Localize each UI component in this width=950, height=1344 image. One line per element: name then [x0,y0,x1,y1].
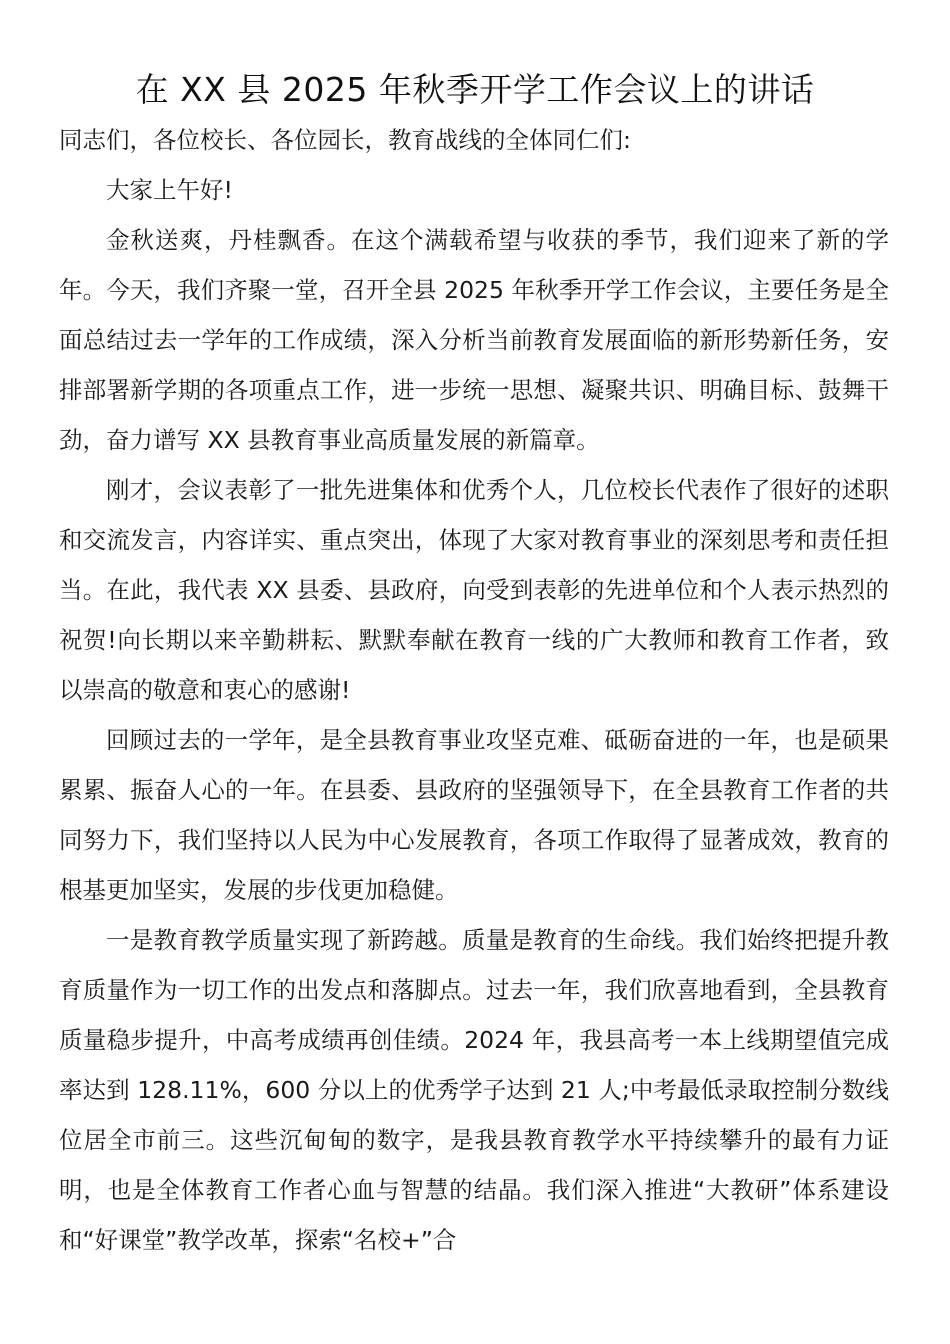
opening-paragraph: 金秋送爽，丹桂飘香。在这个满载希望与收获的季节，我们迎来了新的学年。今天，我们齐聚一堂，召开全县 2025 年秋季开学工作会议，主要任务是全面总结过去一学年的工作成绩，深入分析当前教育发展面临的新形势新任务，安排部署新学期的各项重点工作，进一步统一思想、凝聚共识、明确目标、鼓舞干劲，奋力谱写 XX 县教育事业高质量发展的新篇章。 [59,226,889,454]
quality-paragraph: 一是教育教学质量实现了新跨越。质量是教育的生命线。我们始终把提升教育质量作为一切工作的出发点和落脚点。过去一年，我们欣喜地看到，全县教育质量稳步提升，中高考成绩再创佳绩。2024 年，我县高考一本上线期望值完成率达到 128.11%，600 分以上的优秀学子达到 21 人;中考最低录取控制分数线位居全市前三。这些沉甸甸的数字，是我县教育教学水平持续攀升的最有力证明，也是全体教育工作者心血与智慧的结晶。我们深入推进“大教研”体系建设和“好课堂”教学改革，探索“名校+”合 [59,926,889,1254]
commendation-paragraph: 刚才，会议表彰了一批先进集体和优秀个人，几位校长代表作了很好的述职和交流发言，内容详实、重点突出，体现了大家对教育事业的深刻思考和责任担当。在此，我代表 XX 县委、县政府，向受到表彰的先进单位和个人表示热烈的祝贺!向长期以来辛勤耕耘、默默奉献在教育一线的广大教师和教育工作者，致以崇高的敬意和衷心的感谢! [59,476,889,704]
review-paragraph: 回顾过去的一学年，是全县教育事业攻坚克难、砥砺奋进的一年，也是硕果累累、振奋人心的一年。在县委、县政府的坚强领导下，在全县教育工作者的共同努力下，我们坚持以人民为中心发展教育，各项工作取得了显著成效，教育的根基更加坚实，发展的步伐更加稳健。 [59,726,889,904]
document-title: 在 XX 县 2025 年秋季开学工作会议上的讲话 [135,70,815,109]
salutation-paragraph: 同志们，各位校长、各位园长，教育战线的全体同仁们: [59,126,631,154]
document-body [59,115,889,1265]
greeting-paragraph: 大家上午好! [106,176,233,204]
